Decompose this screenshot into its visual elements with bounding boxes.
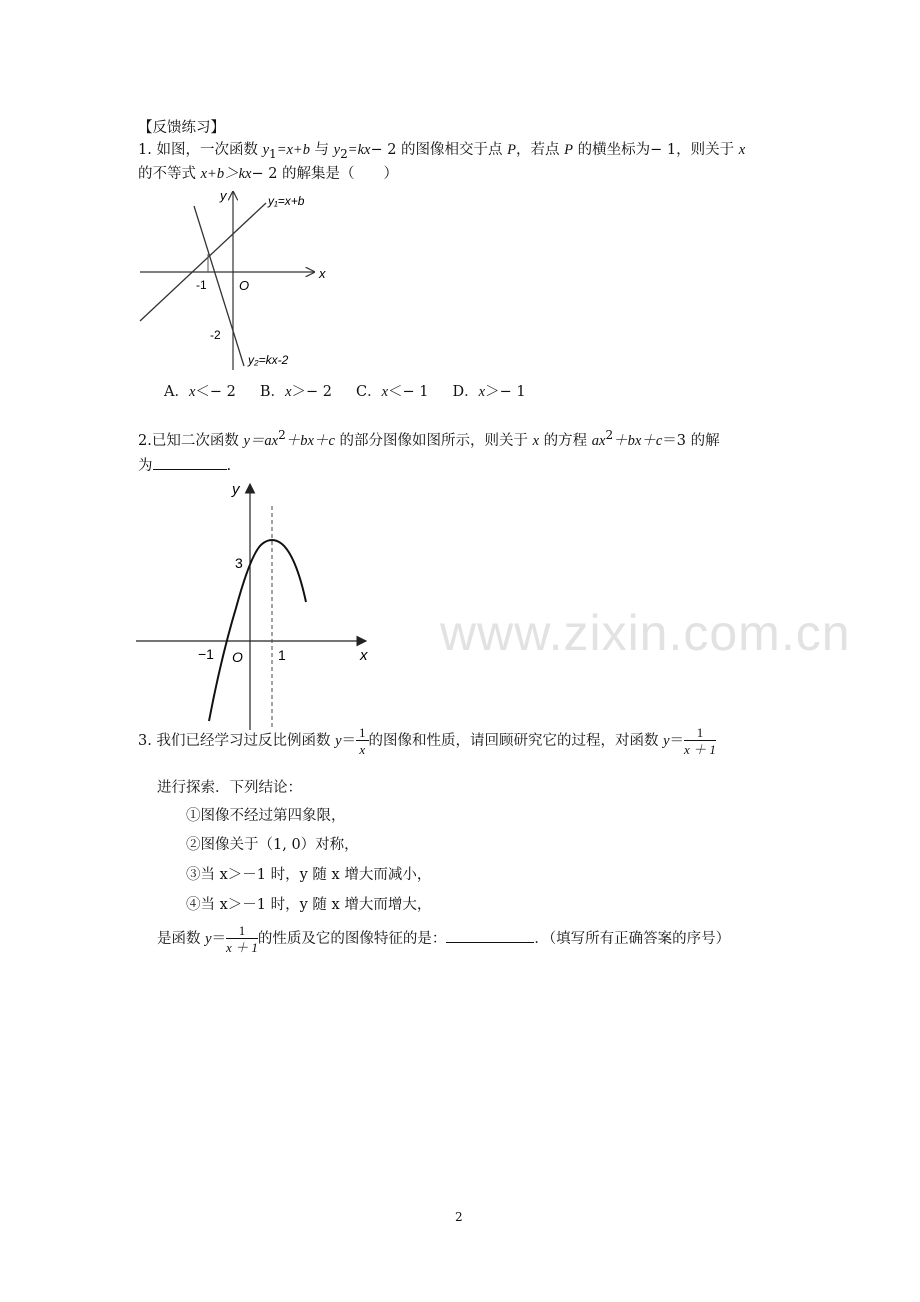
q1-t1: − 2 的图像相交于点 xyxy=(370,142,508,158)
q1-options xyxy=(164,380,526,401)
option-rel: ＞− 2 xyxy=(291,384,332,400)
q3-last-a: 是函数 xyxy=(157,931,206,947)
q2-line2-a: 为 xyxy=(138,458,153,474)
option-letter: B． xyxy=(259,384,286,400)
fraction-denominator: x xyxy=(359,742,366,757)
q1-line2-b: − 2 的解集是（ ） xyxy=(251,166,399,182)
fraction-numerator: 1 xyxy=(356,726,369,741)
option-rel: ＜− 2 xyxy=(195,384,236,400)
q3-line1 xyxy=(138,726,716,756)
option-rel: ＜− 1 xyxy=(388,384,429,400)
q3-last-line xyxy=(157,924,730,954)
q1-tick-x: -1 xyxy=(196,278,207,292)
q3-eq2: ＝ xyxy=(669,733,685,749)
q3-y: y xyxy=(335,733,342,749)
q1-line2-label: y₂=kx-2 xyxy=(248,353,289,367)
watermark: www.zixin.com.cn xyxy=(440,605,851,661)
section-title: 【反馈练习】 xyxy=(138,120,225,136)
q1-with: 与 xyxy=(309,142,334,158)
q2-tick-neg1: −1 xyxy=(198,646,214,662)
fraction-numerator: 1 xyxy=(684,726,716,741)
q3-item-1: ①图像不经过第四象限， xyxy=(186,808,346,824)
q2-origin-label: O xyxy=(232,649,243,665)
q2-d: 的方程 xyxy=(539,432,592,449)
q1-line1 xyxy=(138,138,745,161)
q1-option-c[interactable] xyxy=(356,384,429,400)
option-var: x xyxy=(381,384,389,400)
q2-parabola xyxy=(209,540,306,721)
q3-item-4: ④当 x＞－1 时，y 随 x 增大而增大， xyxy=(186,897,432,913)
q1-option-b[interactable] xyxy=(260,384,332,400)
q2-line2-end: . xyxy=(226,458,232,474)
q1-intro: 1. 如图，一次函数 xyxy=(138,142,263,158)
q1-y1: y xyxy=(262,142,269,158)
q1-option-a[interactable] xyxy=(164,384,236,400)
q3-last-eq: ＝ xyxy=(211,931,227,947)
q2-y-axis-label: y xyxy=(232,481,240,498)
q2-sq1: 2 xyxy=(278,428,286,442)
q3-fraction-3 xyxy=(226,924,258,954)
q3-answer-blank[interactable] xyxy=(446,928,534,943)
q2-c: 的部分图像如图所示，则关于 xyxy=(334,432,533,449)
q3-item-3: ③当 x＞－1 时，y 随 x 增大而减小， xyxy=(186,867,432,883)
q2-e: ＋bx＋c xyxy=(613,432,663,449)
q1-eq1: =x+b xyxy=(276,142,310,158)
q1-P2: P xyxy=(564,142,573,158)
q3-item-2: ②图像关于（1, 0）对称， xyxy=(186,837,359,853)
q1-sub2: 2 xyxy=(340,146,348,161)
fraction-numerator: 1 xyxy=(226,924,258,939)
q3-b: 的图像和性质，请回顾研究它的过程，对函数 xyxy=(368,733,664,749)
option-letter: C． xyxy=(355,384,382,400)
q2-graph xyxy=(136,478,386,738)
q1-t3: 的横坐标为− 1，则关于 xyxy=(572,142,739,158)
q2-tick-3: 3 xyxy=(235,555,243,571)
q3-line2: 进行探索．下列结论： xyxy=(157,780,302,796)
fraction-denominator: x ＋ 1 xyxy=(684,742,716,757)
q3-a: 3. 我们已经学习过反比例函数 xyxy=(138,733,336,749)
q2-x-axis-label: x xyxy=(360,647,368,664)
q1-t2: ，若点 xyxy=(516,142,565,158)
q3-last-y: y xyxy=(205,931,212,947)
q3-y2: y xyxy=(663,733,670,749)
q2-line2 xyxy=(138,454,231,475)
option-var: x xyxy=(188,384,196,400)
q1-y-axis-label: y xyxy=(220,188,227,203)
option-var: x xyxy=(285,384,292,400)
q2-x: x xyxy=(532,432,540,449)
q3-last-c: ．（填写所有正确答案的序号） xyxy=(534,931,731,947)
q2-yeq: y＝ax xyxy=(243,432,279,449)
q1-line-y1 xyxy=(140,203,266,321)
q2-b: ＋bx＋c xyxy=(285,432,335,449)
option-letter: A． xyxy=(164,384,189,400)
q3-fraction-1 xyxy=(356,726,369,756)
q3-eq: ＝ xyxy=(341,733,356,749)
q1-line2-a: 的不等式 xyxy=(138,166,201,182)
q1-graph xyxy=(138,186,338,376)
q1-sub1: 1 xyxy=(269,146,277,161)
q2-line1 xyxy=(138,428,720,450)
option-rel: ＞− 1 xyxy=(485,384,526,400)
q2-tick-1: 1 xyxy=(278,647,286,663)
q3-last-b: 的性质及它的图像特征的是： xyxy=(257,931,447,947)
q1-origin-label: O xyxy=(239,278,250,293)
q1-x: x xyxy=(738,142,746,158)
q1-inequality: x+b＞kx xyxy=(200,166,252,182)
q2-answer-blank[interactable] xyxy=(153,455,227,470)
q1-tick-y: -2 xyxy=(210,328,221,342)
q1-line1-label: y₁=x+b xyxy=(268,194,305,208)
q1-P: P xyxy=(507,142,517,158)
option-var: x xyxy=(478,384,486,400)
page-number: 2 xyxy=(455,1210,463,1224)
q2-a: 2.已知二次函数 xyxy=(138,432,244,449)
q2-f: ＝3 的解 xyxy=(662,432,720,449)
q1-y2: y xyxy=(333,142,341,158)
q1-x-axis-label: x xyxy=(319,266,326,281)
option-letter: D． xyxy=(452,384,479,400)
q1-eq2: =kx xyxy=(347,142,371,158)
fraction-denominator: x ＋ 1 xyxy=(226,940,258,955)
q2-sq2: 2 xyxy=(605,428,614,442)
q1-line2 xyxy=(138,162,398,183)
q1-option-d[interactable] xyxy=(453,384,526,400)
q3-fraction-2 xyxy=(684,726,716,756)
q2-eq: ax xyxy=(591,432,606,449)
